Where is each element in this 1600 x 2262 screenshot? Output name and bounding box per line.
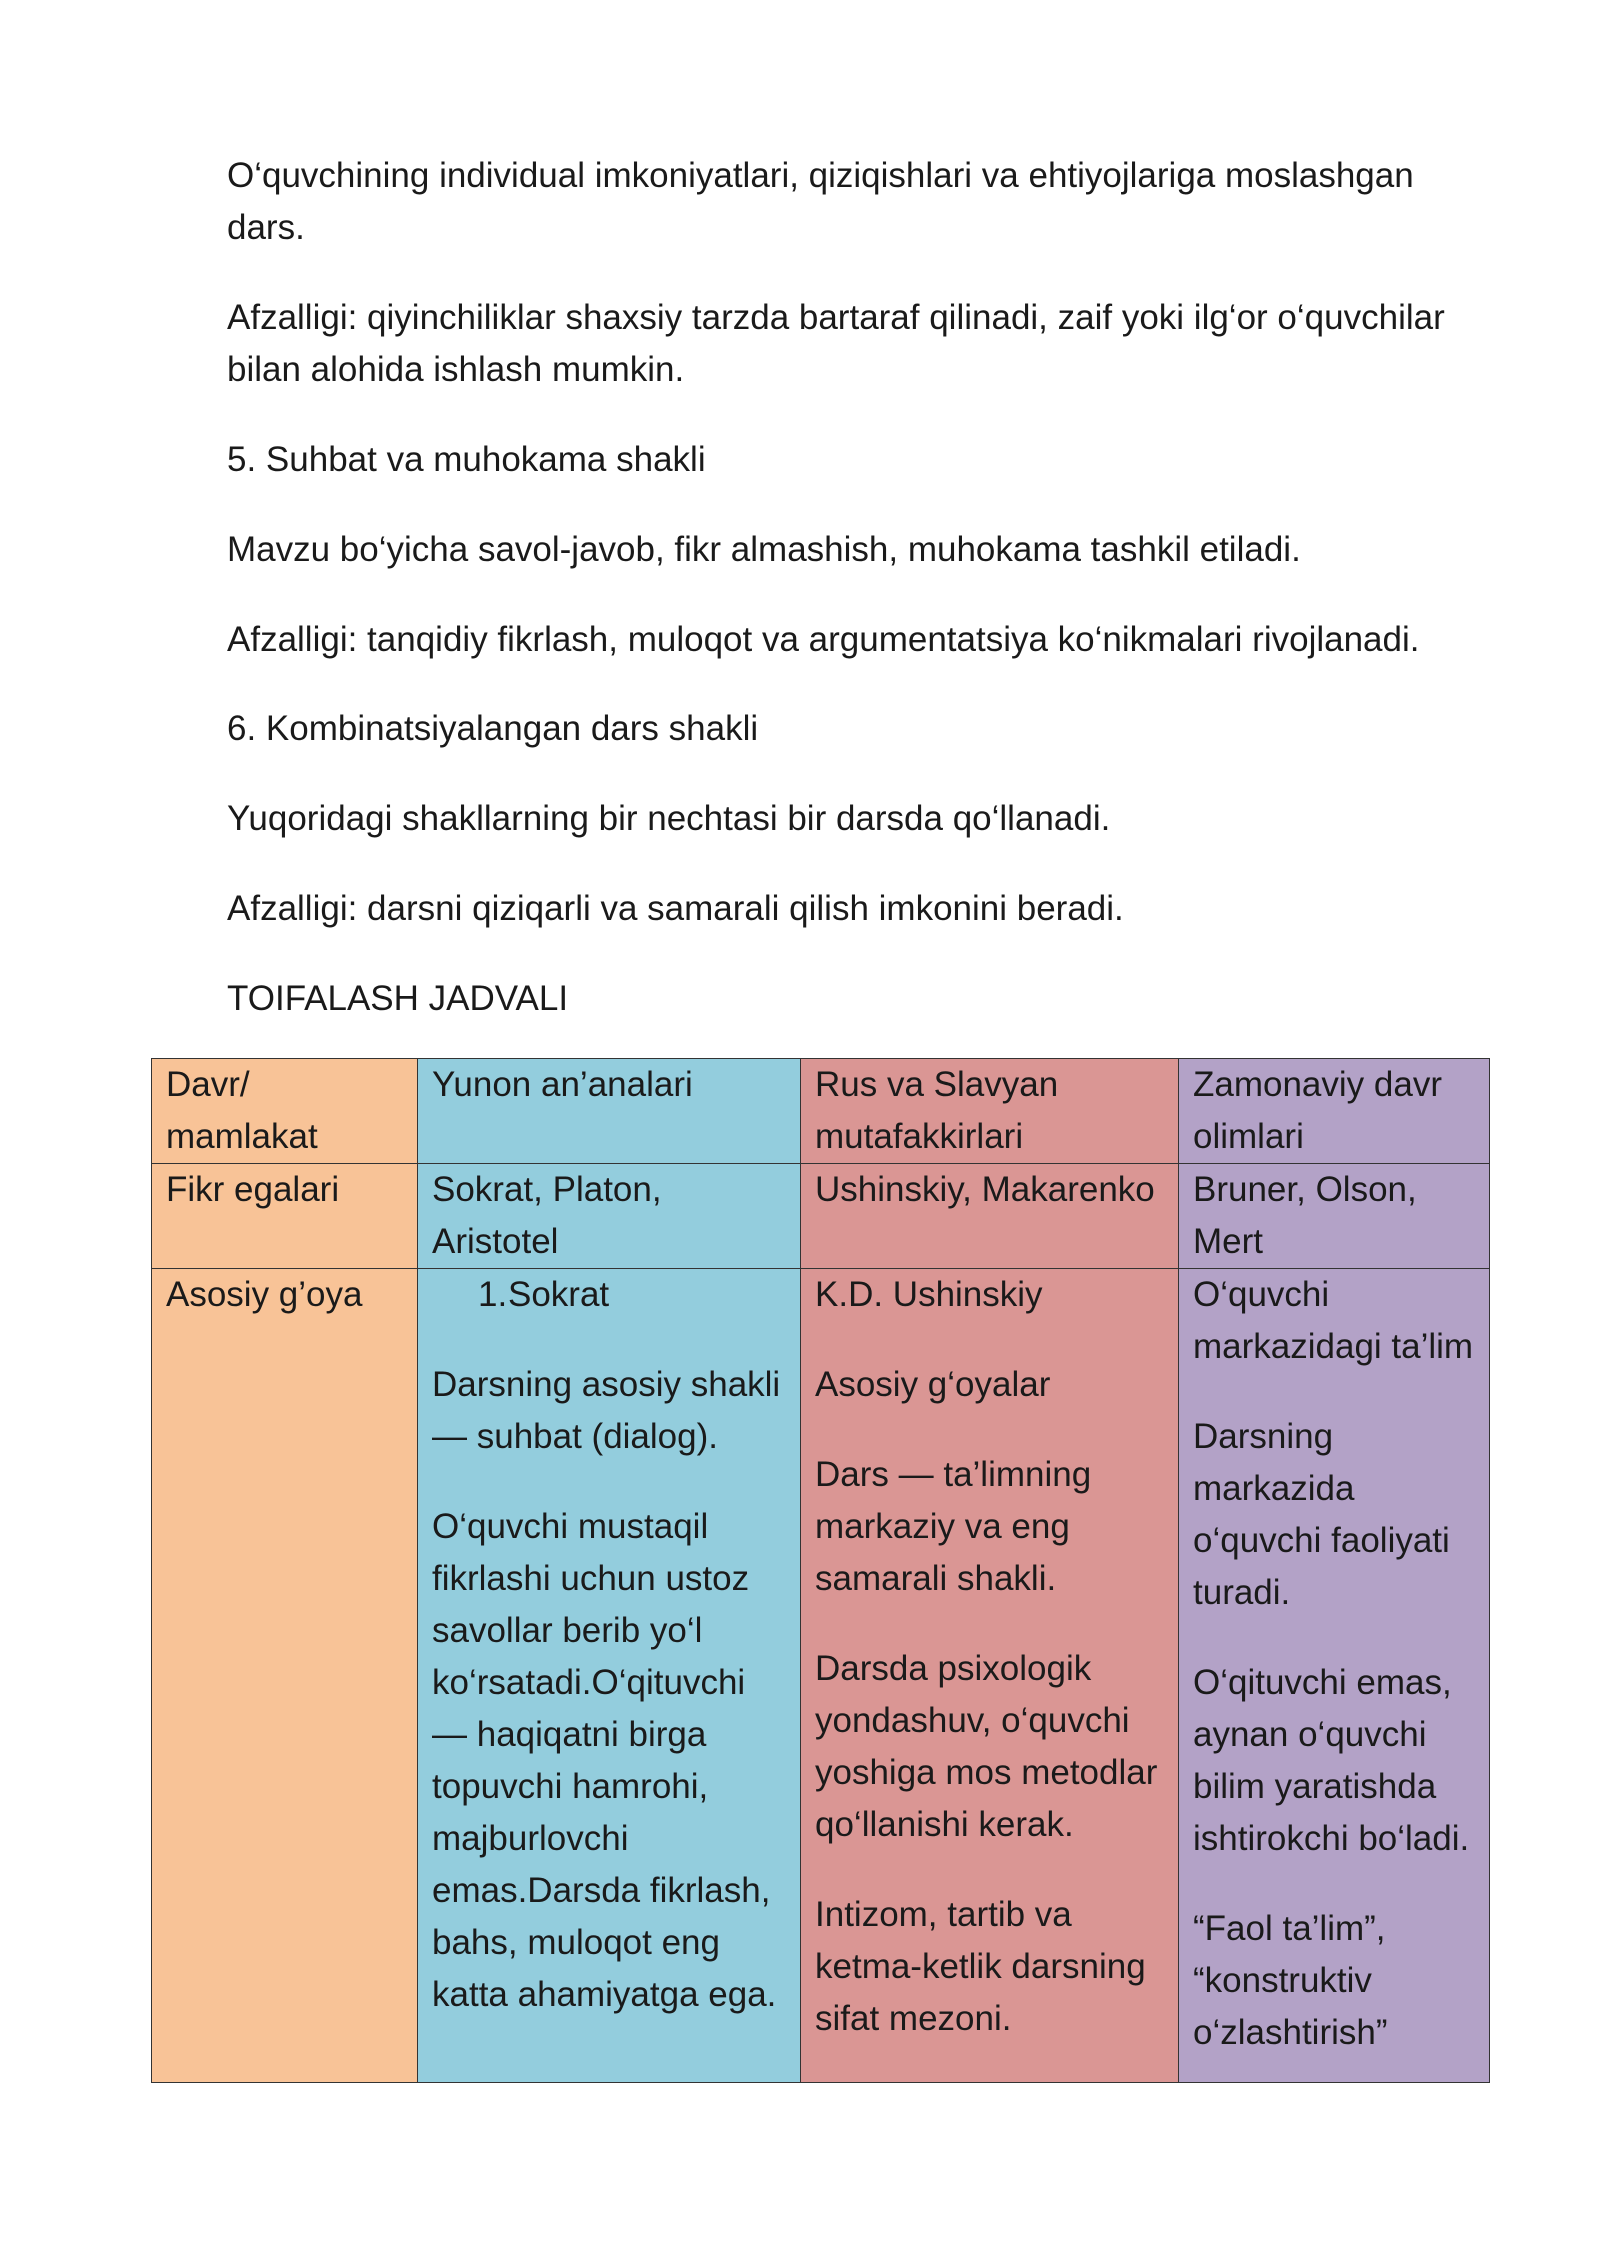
table-header-row [152, 1059, 1490, 1164]
cell-modern-main-idea [1179, 1269, 1490, 2083]
greek-paragraph-1: Darsning asosiy shakli — suhbat (dialog). [432, 1365, 781, 1456]
header-period-country: Davr/ mamlakat [152, 1059, 418, 1164]
modern-paragraph-1: O‘quvchi markazidagi ta’lim [1193, 1275, 1474, 1366]
table-row-main-idea [152, 1269, 1490, 2083]
paragraph-combined-advantage: Afzalligi: darsni qiziqarli va samarali qilish imkonini beradi. [227, 889, 1124, 928]
modern-paragraph-3: O‘qituvchi emas, aynan o‘quvchi bilim yaratishda ishtirokchi bo‘ladi. [1193, 1663, 1470, 1858]
paragraph-individual-advantage: Afzalligi: qiyinchiliklar shaxsiy tarzda bartaraf qilinadi, zaif yoki ilg‘or o‘quvchilar bilan alohida ishlash mumkin. [227, 298, 1445, 389]
paragraph-discussion-advantage: Afzalligi: tanqidiy fikrlash, muloqot va argumentatsiya ko‘nikmalari rivojlanadi. [227, 620, 1420, 659]
slavic-paragraph-4: Darsda psixologik yondashuv, o‘quvchi yoshiga mos metodlar qo‘llanishi kerak. [815, 1649, 1158, 1844]
greek-paragraph-2: O‘quvchi mustaqil fikrlashi uchun ustoz savollar berib yo‘l ko‘rsatadi.O‘qituvchi — haqiqatni birga topuvchi hamrohi, majburlovchi emas.Darsda fikrlash, bahs, muloqot eng katta ahamiyatga ega. [432, 1507, 777, 2014]
heading-discussion-form: 5. Suhbat va muhokama shakli [227, 440, 706, 479]
cell-greek-main-idea [418, 1269, 801, 2083]
numbered-list-item [432, 1269, 788, 1321]
paragraph-combined-description: Yuqoridagi shakllarning bir nechtasi bir darsda qo‘llanadi. [227, 799, 1111, 838]
slavic-paragraph-5: Intizom, tartib va ketma-ketlik darsning sifat mezoni. [815, 1895, 1146, 2038]
header-modern-scholars: Zamonaviy davr olimlari [1179, 1059, 1490, 1164]
table-row-thinkers [152, 1164, 1490, 1269]
slavic-paragraph-1: K.D. Ushinskiy [815, 1275, 1043, 1314]
cell-greek-thinkers: Sokrat, Platon, Aristotel [418, 1164, 801, 1269]
row-label-main-idea: Asosiy g’oya [152, 1269, 418, 2083]
header-greek-traditions: Yunon an’analari [418, 1059, 801, 1164]
list-number: 1. [478, 1275, 508, 1314]
cell-modern-thinkers: Bruner, Olson, Mert [1179, 1164, 1490, 1269]
cell-slavic-thinkers: Ushinskiy, Makarenko [801, 1164, 1179, 1269]
slavic-paragraph-3: Dars — ta’limning markaziy va eng samarali shakli. [815, 1455, 1092, 1598]
row-label-thinkers: Fikr egalari [152, 1164, 418, 1269]
list-item-text: Sokrat [508, 1275, 610, 1314]
modern-paragraph-4: “Faol ta’lim”, “konstruktiv o‘zlashtirish” [1193, 1909, 1388, 2052]
slavic-paragraph-2: Asosiy g‘oyalar [815, 1365, 1051, 1404]
heading-combined-form: 6. Kombinatsiyalangan dars shakli [227, 709, 759, 748]
modern-paragraph-2: Darsning markazida o‘quvchi faoliyati turadi. [1193, 1417, 1450, 1612]
table-title: TOIFALASH JADVALI [227, 979, 569, 1018]
paragraph-discussion-description: Mavzu bo‘yicha savol-javob, fikr almashish, muhokama tashkil etiladi. [227, 530, 1301, 569]
categorization-table [151, 1058, 1490, 2083]
paragraph-individual-lesson: O‘quvchining individual imkoniyatlari, qiziqishlari va ehtiyojlariga moslashgan dars. [227, 156, 1414, 247]
header-slavic-thinkers: Rus va Slavyan mutafakkirlari [801, 1059, 1179, 1164]
cell-slavic-main-idea [801, 1269, 1179, 2083]
